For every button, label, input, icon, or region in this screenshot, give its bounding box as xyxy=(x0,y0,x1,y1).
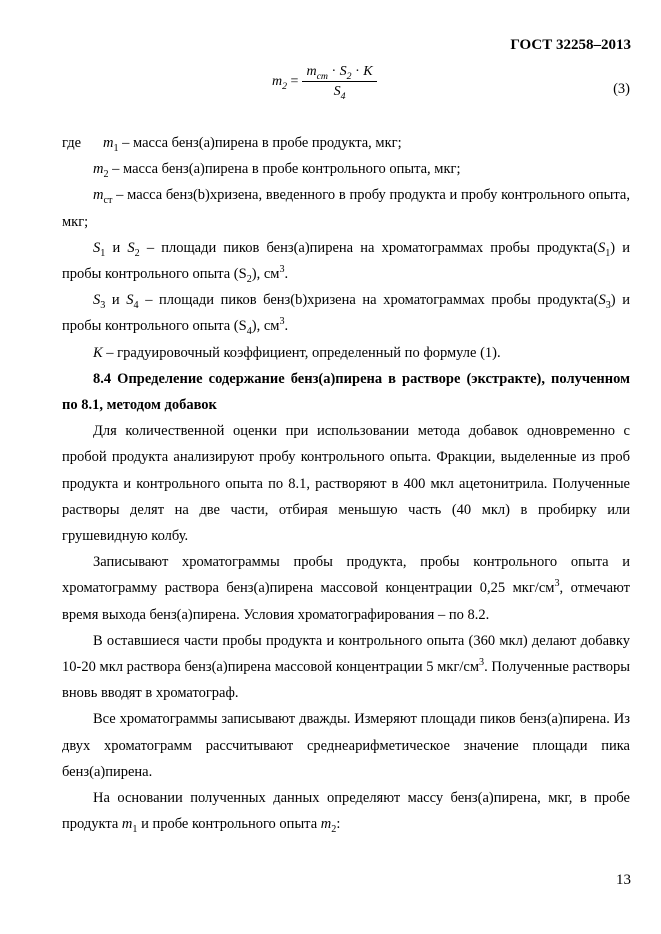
paragraph-4: Все хроматограммы записывают дважды. Измеряют площади пиков бенз(а)пирена. Из двух хроматограмм рассчитывают среднеарифметическое значение площади пика бенз(а)пирена. xyxy=(62,711,630,780)
def-mst: $m_{ст}$ – масса бенз(b)хризена, введенного в пробу продукта и пробу контрольного опыта, мкг; xyxy=(62,187,630,230)
formula-lhs: $m_2$ = xyxy=(272,74,299,92)
def-s1-s2: $S_1$ и $S_2$ – площади пиков бенз(а)пирена на хроматограммах пробы $продукта(S_1)$ и пробы контрольного опыта $(S_2)$, $см^3$. xyxy=(62,239,631,285)
formula-number: (3) xyxy=(613,81,630,97)
page-number: 13 xyxy=(616,872,631,888)
standard-header: ГОСТ 32258–2013 xyxy=(510,37,631,53)
formula-denominator: $S_4$ xyxy=(333,84,346,102)
body-text xyxy=(62,130,630,837)
section-heading: 8.4 Определение содержание бенз(а)пирена в растворе (экстракте), полученном по 8.1, методом добавок xyxy=(62,370,630,414)
paragraph-2: Записывают хроматограммы пробы продукта, пробы контрольного опыта и хроматограмму раствора бенз(а)пирена массовой концентрации 0,25 мкг/$см^3$, отмечают время выхода бенз(а)пирена. Условия хроматографирования – по 8.2. xyxy=(62,554,630,623)
paragraph-1: Для количественной оценки при использовании метода добавок одновременно с пробой продукта анализируют пробу контрольного опыта. Фракции, выделенные из проб продукта и контрольного опыта по 8.1, растворяют в 400 мкл ацетонитрила. Полученные растворы делят на две части, отбирая меньшую часть (40 мкл) в пробирку или грушевидную колбу. xyxy=(62,423,630,545)
def-m2: $m_2$ – масса бенз(а)пирена в пробе контрольного опыта, мкг; xyxy=(93,161,461,181)
paragraph-3: В оставшиеся части пробы продукта и контрольного опыта (360 мкл) делают добавку 10-20 мкл раствора бенз(а)пирена массовой концентрации 5 мкг/$см^3$. Полученные растворы вновь вводят в хроматограф. xyxy=(62,632,630,702)
def-s3-s4: $S_3$ и $S_4$ – площади пиков бенз(b)хризена на хроматограммах пробы $продукта(S_3)$ и пробы контрольного опыта $(S_4)$, $см^3$. xyxy=(62,292,630,338)
formula-numerator: $m_{ст} \cdot S_2 \cdot K$ xyxy=(302,64,376,82)
def-m1: где $m_1$ – масса бенз(а)пирена в пробе продукта, мкг; xyxy=(62,135,402,154)
def-k: K – градуировочный коэффициент, определенный по формуле (1). xyxy=(93,344,501,361)
formula-3 xyxy=(272,64,377,100)
formula-fraction xyxy=(302,64,376,100)
paragraph-5: На основании полученных данных определяют массу бенз(а)пирена, мкг, в пробе продукта $m_1$ и пробе контрольного опыта $m_2$: xyxy=(62,790,630,836)
